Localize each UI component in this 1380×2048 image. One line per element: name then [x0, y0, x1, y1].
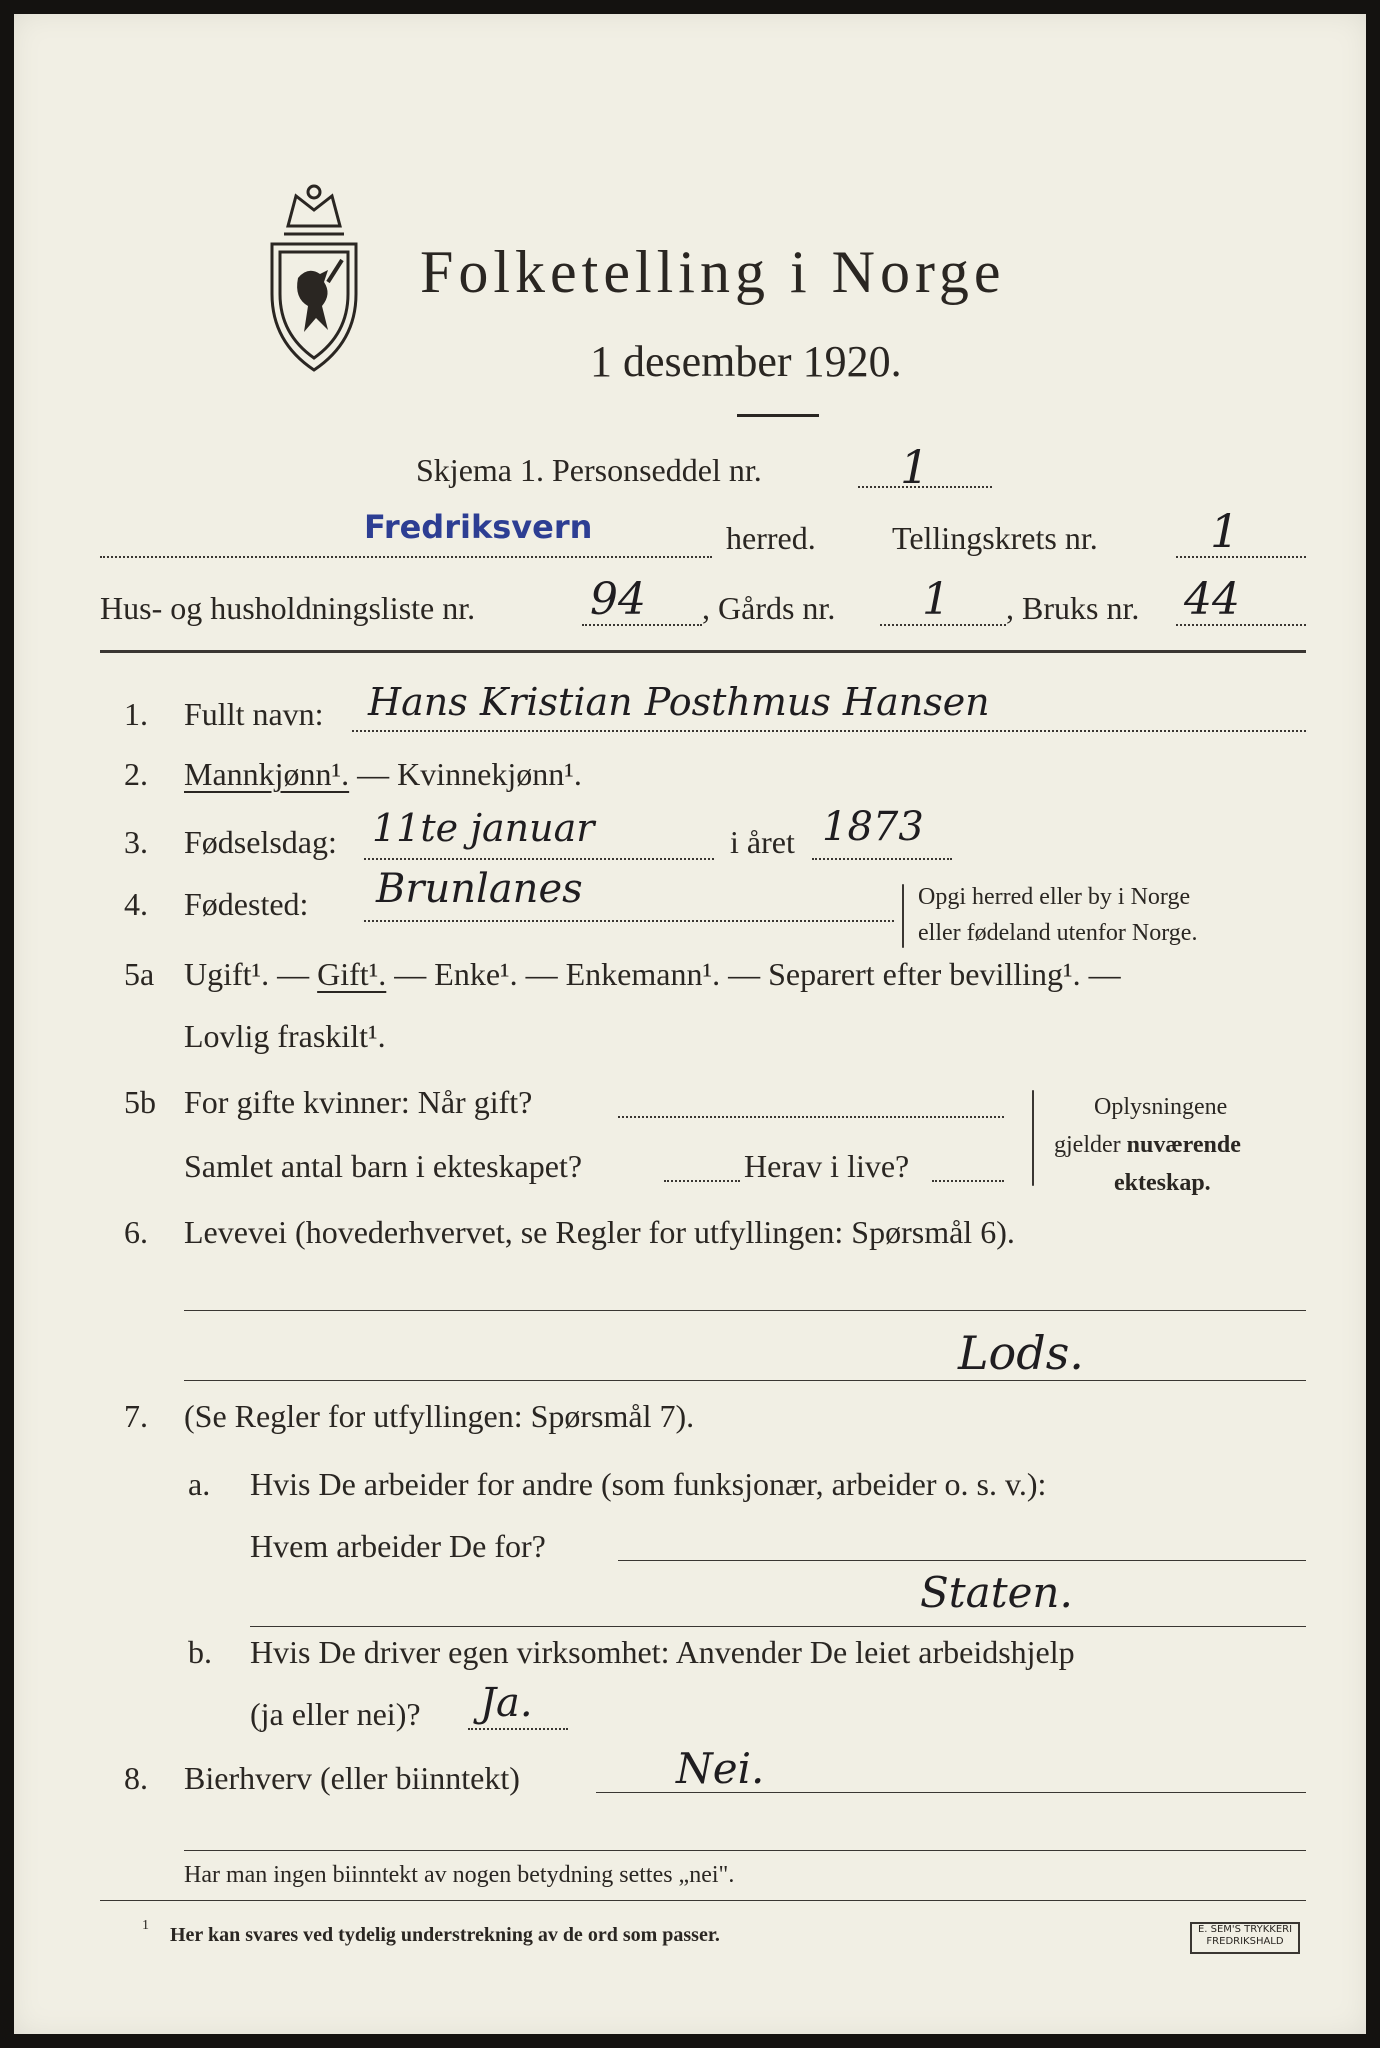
q6-number: 6. [124, 1214, 148, 1250]
tellingskrets-field[interactable] [1176, 556, 1306, 558]
q7a-letter: a. [188, 1466, 211, 1502]
marriage-note-2 [1054, 1132, 1241, 1159]
children-count-label: Samlet antal barn i ekteskapet? [184, 1148, 583, 1184]
footnote-mark: 1 [142, 1918, 149, 1933]
birthplace-brace [902, 884, 904, 948]
schema-label: Skjema 1. Personseddel nr. [416, 452, 762, 488]
q2-number: 2. [124, 756, 148, 792]
married-option[interactable]: Gift¹. [317, 956, 387, 992]
occupation-value: Lods. [958, 1326, 1084, 1380]
full-name-value: Hans Kristian Posthmus Hansen [368, 680, 990, 724]
children-alive-label: Herav i live? [744, 1148, 910, 1184]
employer-line-2[interactable] [250, 1626, 1306, 1627]
occupation-label: Levevei (hovederhvervet, se Regler for utfyllingen: Spørsmål 6). [184, 1214, 1015, 1250]
birthday-label: Fødselsdag: [184, 824, 337, 860]
printer-line-1: E. SEM'S TRYKKERI [1197, 1924, 1293, 1935]
title-divider [737, 414, 819, 417]
birthplace-note-2: eller fødeland utenfor Norge. [918, 920, 1198, 946]
birthplace-value: Brunlanes [376, 866, 583, 912]
bruks-value: 44 [1184, 574, 1240, 625]
q8-number: 8. [124, 1760, 148, 1796]
side-income-value: Nei. [676, 1744, 765, 1793]
q7b-question: Hvis De driver egen virksomhet: Anvender De leiet arbeidshjelp [250, 1634, 1075, 1670]
when-married-label: For gifte kvinner: Når gift? [184, 1084, 533, 1120]
q5b-number: 5b [124, 1084, 156, 1120]
municipality-field[interactable] [100, 556, 712, 558]
full-name-label: Fullt navn: [184, 696, 324, 732]
personseddel-value: 1 [900, 440, 930, 494]
unmarried-option[interactable]: Ugift¹. — [184, 956, 318, 992]
tellingskrets-value: 1 [1210, 504, 1240, 558]
q7-number: 7. [124, 1398, 148, 1434]
side-income-note: Har man ingen biinntekt av nogen betydning settes „nei". [184, 1862, 735, 1888]
printer-line-2: FREDRIKSHALD [1206, 1936, 1284, 1947]
q7a-question: Hvis De arbeider for andre (som funksjonær, arbeider o. s. v.): [250, 1466, 1047, 1502]
q1-number: 1. [124, 696, 148, 732]
birth-year-value: 1873 [822, 804, 924, 850]
female-option[interactable]: Kvinnekjønn¹. [397, 756, 582, 792]
when-married-field[interactable] [618, 1116, 1004, 1118]
employer-label: Hvem arbeider De for? [250, 1528, 546, 1564]
tellingskrets-label: Tellingskrets nr. [892, 520, 1098, 556]
male-option[interactable]: Mannkjønn¹. [184, 756, 350, 792]
q7-label: (Se Regler for utfyllingen: Spørsmål 7). [184, 1398, 695, 1434]
marriage-note-3: ekteskap. [1114, 1170, 1211, 1196]
marital-status-options [184, 956, 1121, 993]
q4-number: 4. [124, 886, 148, 922]
marriage-note-2a: gjelder [1054, 1132, 1127, 1158]
full-name-field[interactable] [352, 730, 1306, 732]
form-title: Folketelling i Norge [420, 239, 1006, 305]
birth-year-field[interactable] [812, 858, 952, 860]
marriage-note-2b: nuværende [1126, 1132, 1241, 1158]
bruks-label: , Bruks nr. [1006, 590, 1140, 626]
herred-label: herred. [726, 520, 816, 556]
employer-value: Staten. [920, 1568, 1073, 1617]
divorced-option[interactable]: Lovlig fraskilt¹. [184, 1018, 386, 1054]
children-count-field[interactable] [664, 1180, 740, 1182]
footer-divider [100, 1900, 1306, 1901]
occupation-line-2[interactable] [184, 1380, 1306, 1381]
norway-coat-of-arms-icon [258, 182, 370, 374]
hired-help-field[interactable] [468, 1728, 568, 1730]
occupation-line-1[interactable] [184, 1310, 1306, 1311]
year-label: i året [730, 824, 795, 860]
census-date: 1 desember 1920. [590, 337, 902, 386]
children-alive-field[interactable] [932, 1180, 1004, 1182]
gender-options [184, 756, 582, 793]
header-divider [100, 650, 1306, 653]
q3-number: 3. [124, 824, 148, 860]
hired-help-label: (ja eller nei)? [250, 1696, 421, 1732]
q5a-number: 5a [124, 956, 155, 992]
employer-line-1[interactable] [618, 1560, 1306, 1561]
marriage-note-brace [1032, 1090, 1034, 1186]
hired-help-value: Ja. [480, 1680, 533, 1726]
q7b-letter: b. [188, 1634, 212, 1670]
municipality-stamp: Fredriksvern [364, 508, 593, 546]
birthday-field[interactable] [364, 858, 714, 860]
gender-separator: — [349, 756, 398, 792]
marriage-note-1: Oplysningene [1094, 1094, 1228, 1120]
other-status-options[interactable]: — Enke¹. — Enkemann¹. — Separert efter bevilling¹. — [386, 956, 1121, 992]
birthday-value: 11te januar [372, 806, 595, 850]
birthplace-label: Fødested: [184, 886, 309, 922]
side-income-label: Bierhverv (eller biinntekt) [184, 1760, 520, 1796]
husholdningsliste-value: 94 [590, 574, 646, 625]
footnote-text: Her kan svares ved tydelig understrekning av de ord som passer. [170, 1924, 720, 1946]
birthplace-field[interactable] [364, 920, 894, 922]
birthplace-note-1: Opgi herred eller by i Norge [918, 884, 1191, 910]
gards-label: , Gårds nr. [702, 590, 836, 626]
printer-mark [1190, 1922, 1300, 1954]
husholdningsliste-label: Hus- og husholdningsliste nr. [100, 590, 476, 626]
side-income-line-2[interactable] [184, 1850, 1306, 1851]
gards-value: 1 [922, 574, 950, 625]
